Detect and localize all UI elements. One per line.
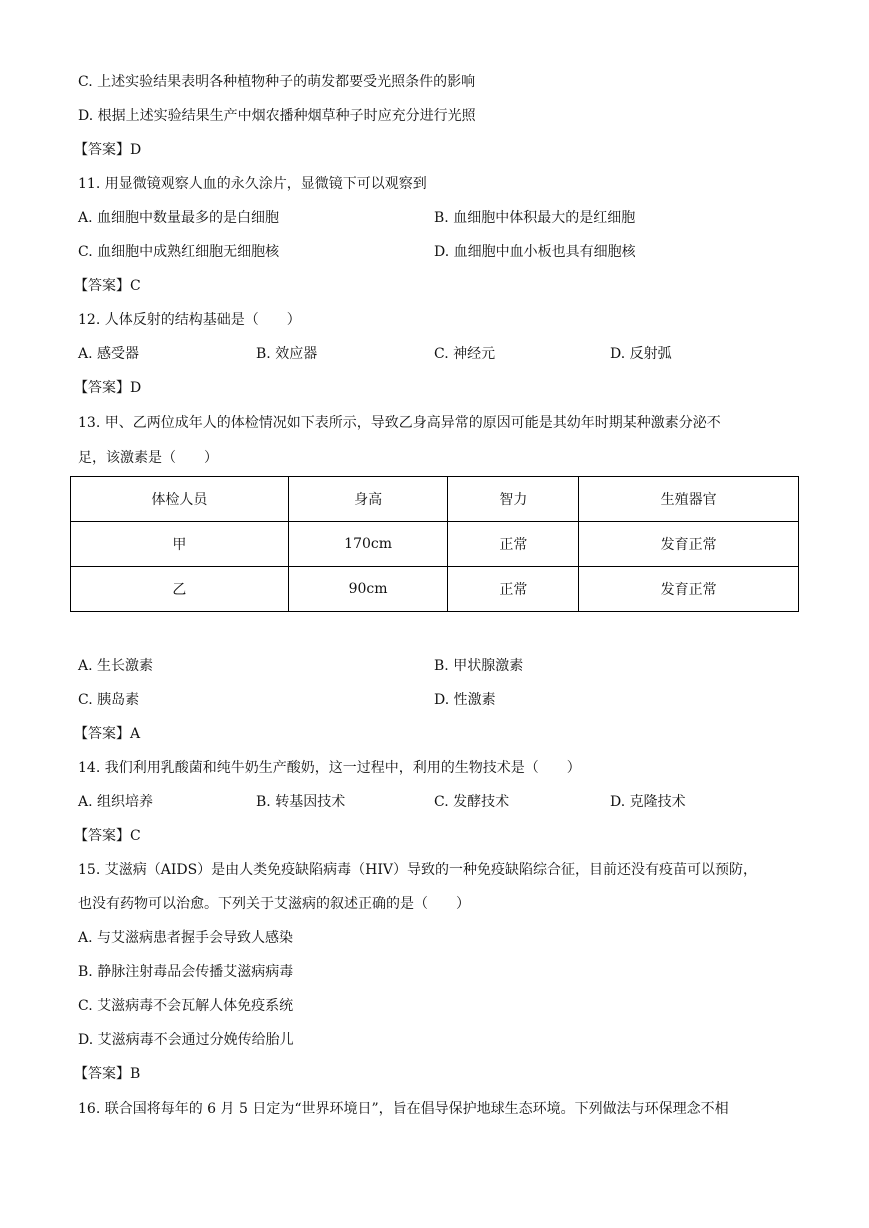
q14-option-d: D. 克隆技术: [610, 794, 686, 810]
q12-answer: 【答案】D: [74, 380, 142, 396]
q11-option-d: D. 血细胞中血小板也具有细胞核: [434, 244, 636, 260]
table-header-cell: 生殖器官: [579, 477, 799, 522]
q12-option-c: C. 神经元: [434, 346, 496, 362]
q13-stem-line1: 13. 甲、乙两位成年人的体检情况如下表所示，导致乙身高异常的原因可能是其幼年时期某种激素分泌不: [78, 415, 721, 431]
q14-option-b: B. 转基因技术: [256, 794, 346, 810]
q14-option-a: A. 组织培养: [78, 794, 154, 810]
q15-stem-line1: 15. 艾滋病（AIDS）是由人类免疫缺陷病毒（HIV）导致的一种免疫缺陷综合征，目前还没有疫苗可以预防，: [78, 862, 758, 878]
q11-option-c: C. 血细胞中成熟红细胞无细胞核: [78, 244, 280, 260]
q15-option-b: B. 静脉注射毒品会传播艾滋病病毒: [78, 964, 294, 980]
table-cell: 正常: [448, 567, 579, 612]
q10-option-d: D. 根据上述实验结果生产中烟农播种烟草种子时应充分进行光照: [78, 108, 476, 124]
q15-option-d: D. 艾滋病毒不会通过分娩传给胎儿: [78, 1032, 294, 1048]
q13-option-b: B. 甲状腺激素: [434, 658, 524, 674]
q11-option-b: B. 血细胞中体积最大的是红细胞: [434, 210, 636, 226]
table-cell: 发育正常: [579, 567, 799, 612]
table-row: [71, 522, 799, 567]
q13-stem-line2: 足，该激素是（ ）: [78, 450, 218, 466]
q12-stem: 12. 人体反射的结构基础是（ ）: [78, 312, 301, 328]
q11-stem: 11. 用显微镜观察人血的永久涂片，显微镜下可以观察到: [78, 176, 427, 192]
q12-option-a: A. 感受器: [78, 346, 140, 362]
q15-option-c: C. 艾滋病毒不会瓦解人体免疫系统: [78, 998, 294, 1014]
table-cell: 正常: [448, 522, 579, 567]
q14-option-c: C. 发酵技术: [434, 794, 510, 810]
q13-answer: 【答案】A: [74, 726, 141, 742]
q13-option-d: D. 性激素: [434, 692, 496, 708]
q11-answer: 【答案】C: [74, 278, 141, 294]
table-cell: 发育正常: [579, 522, 799, 567]
q10-option-c: C. 上述实验结果表明各种植物种子的萌发都要受光照条件的影响: [78, 74, 476, 90]
table-header-cell: 体检人员: [71, 477, 289, 522]
q15-stem-line2: 也没有药物可以治愈。下列关于艾滋病的叙述正确的是（ ）: [78, 896, 470, 912]
q11-option-a: A. 血细胞中数量最多的是白细胞: [78, 210, 280, 226]
q15-answer: 【答案】B: [74, 1066, 141, 1082]
q12-option-d: D. 反射弧: [610, 346, 672, 362]
table-header-row: [71, 477, 799, 522]
q14-stem: 14. 我们利用乳酸菌和纯牛奶生产酸奶，这一过程中，利用的生物技术是（ ）: [78, 760, 581, 776]
table-header-cell: 身高: [288, 477, 448, 522]
q12-option-b: B. 效应器: [256, 346, 318, 362]
table-cell: 90cm: [288, 567, 448, 612]
table-header-cell: 智力: [448, 477, 579, 522]
q13-option-a: A. 生长激素: [78, 658, 154, 674]
q14-answer: 【答案】C: [74, 828, 141, 844]
q16-stem-line1: 16. 联合国将每年的 6 月 5 日定为“世界环境日”，旨在倡导保护地球生态环境。下列做法与环保理念不相: [78, 1101, 729, 1117]
table-cell: 甲: [71, 522, 289, 567]
table-cell: 170cm: [288, 522, 448, 567]
q13-option-c: C. 胰岛素: [78, 692, 140, 708]
q10-answer: 【答案】D: [74, 142, 142, 158]
q15-option-a: A. 与艾滋病患者握手会导致人感染: [78, 930, 294, 946]
table-cell: 乙: [71, 567, 289, 612]
table-row: [71, 567, 799, 612]
q13-table: [70, 476, 799, 612]
